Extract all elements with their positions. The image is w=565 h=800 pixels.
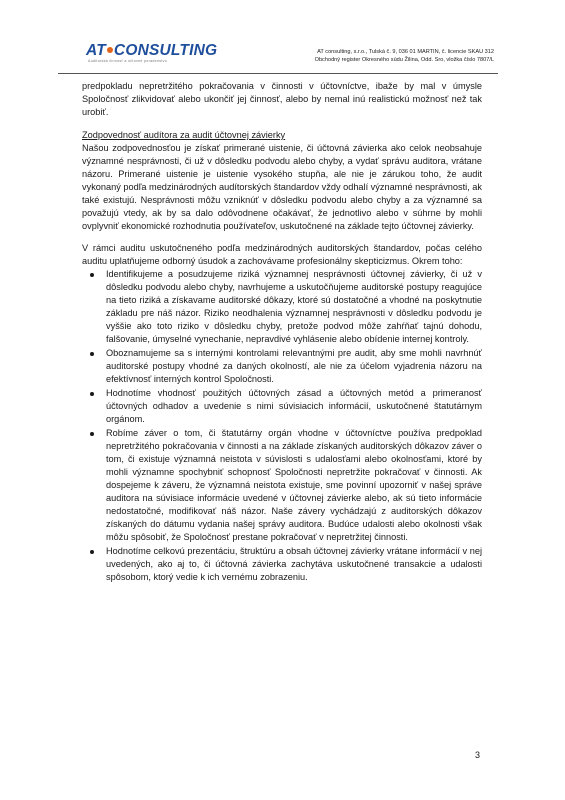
list-item: Identifikujeme a posudzujeme riziká významnej nesprávnosti účtovnej závierky, či už v dôsledku podvodu alebo chyby, navrhujeme a uskutočňujeme auditorské postupy reagujúce na tieto riziká a získavame auditorské dôkazy, ktoré sú dostatočné a vhodné na poskytnutie základu pre náš názor. Riziko neodhalenia významnej nesprávnosti v dôsledku podvodu je vyššie ako toto riziko v dôsledku chyby, pretože podvod môže zahŕňať tajnú dohodu, falšovanie, úmyselné vynechanie, nepravdivé vyhlásenie alebo obídenie internej kontroly. xyxy=(82,268,482,346)
section-title: Zodpovednosť audítora za audit účtovnej závierky xyxy=(82,130,286,140)
responsibility-paragraph: Našou zodpovednosťou je získať primerané uistenie, či účtovná závierka ako celok neobsahuje významné nesprávnosti, či už v dôsledku podvodu alebo chyby, a vydať správu auditora, vrátane názoru. Primerané uistenie je uistenie vysokého stupňa, ale nie je zárukou toho, že audit vykonaný podľa medzinárodných audítorských štandardov vždy odhalí významné nesprávnosti, ak také existujú. Nesprávnosti môžu vzniknúť v dôsledku podvodu alebo chyby a za významné sa považujú vtedy, ak by sa dalo odôvodnene očakávať, že jednotlivo alebo v súhrne by mohli ovplyvniť ekonomické rozhodnutia používateľov, uskutočnené na základe tejto účtovnej závierky. xyxy=(82,143,483,231)
logo-tagline: Auditorská činnosť a účtovné poradenstvo xyxy=(88,59,168,63)
list-item: Robíme záver o tom, či štatutárny orgán vhodne v účtovníctve používa predpoklad nepretržitého pokračovania v činnosti a na základe získaných auditorských dôkazov záver o tom, či existuje významná neistota v súvislosti s udalosťami alebo okolnosťami, ktoré by mohli významne spochybniť schopnosť Spoločnosti nepretržite pokračovať v činnosti. Ak dospejeme k záveru, že významná neistota existuje, sme povinní upozorniť v našej správe auditora na súvisiace informácie uvedené v účtovnej závierke alebo, ak sú tieto informácie nedostatočné, modifikovať náš názor. Naše závery vychádzajú z auditorských dôkazov získaných do dátumu vydania našej správy auditora. Budúce udalosti alebo okolnosti však môžu spôsobiť, že Spoločnosť prestane pokračovať v nepretržitej činnosti. xyxy=(82,427,482,544)
header-divider xyxy=(58,73,498,74)
page-number: 3 xyxy=(475,750,481,760)
logo-text-at: AT xyxy=(86,42,106,59)
intro-paragraph: predpokladu nepretržitého pokračovania v činnosti v účtovníctve, ibaže by mal v úmysle Spoločnosť zlikvidovať alebo ukončiť jej činnosť, alebo by nemal inú realistickú možnosť než tak urobiť. xyxy=(82,81,482,117)
audit-paragraph: V rámci auditu uskutočneného podľa medzinárodných auditorských štandardov, počas celého auditu uplatňujeme odborný úsudok a zachovávame profesionálny skepticizmus. Okrem toho: xyxy=(82,243,482,266)
logo-text-consulting: CONSULTING xyxy=(113,42,218,59)
company-logo xyxy=(86,42,218,63)
list-item: Hodnotíme celkovú prezentáciu, štruktúru a obsah účtovnej závierky vrátane informácií v nej uvedených, ako aj to, či účtovná závierka zachytáva uskutočnené transakcie a udalosti spôsobom, ktorý vedie k ich vernému zobrazeniu. xyxy=(82,545,482,584)
company-register-line: Obchodný register Okresného súdu Žilina, Odd. Sro, vložka číslo 7807/L xyxy=(314,57,494,63)
document-body xyxy=(82,80,482,585)
logo-dot-icon xyxy=(107,47,113,53)
letterhead xyxy=(58,40,498,74)
company-address-line: AT consulting, s.r.o., Tulská č. 9, 036 01 MARTIN, č. licencie SKAU 312 xyxy=(317,49,494,55)
list-item: Hodnotíme vhodnosť použitých účtovných zásad a účtovných metód a primeranosť účtovných odhadov a uvedenie s nimi súvisiacich informácií, uskutočnené štatutárnym orgánom. xyxy=(82,387,482,426)
company-info xyxy=(315,48,494,64)
audit-bullet-list xyxy=(82,268,482,584)
list-item: Oboznamujeme sa s internými kontrolami relevantnými pre audit, aby sme mohli navrhnúť auditorské postupy vhodné za daných okolností, ale nie za účelom vyjadrenia názoru na efektívnosť interných kontrol Spoločnosti. xyxy=(82,347,482,386)
